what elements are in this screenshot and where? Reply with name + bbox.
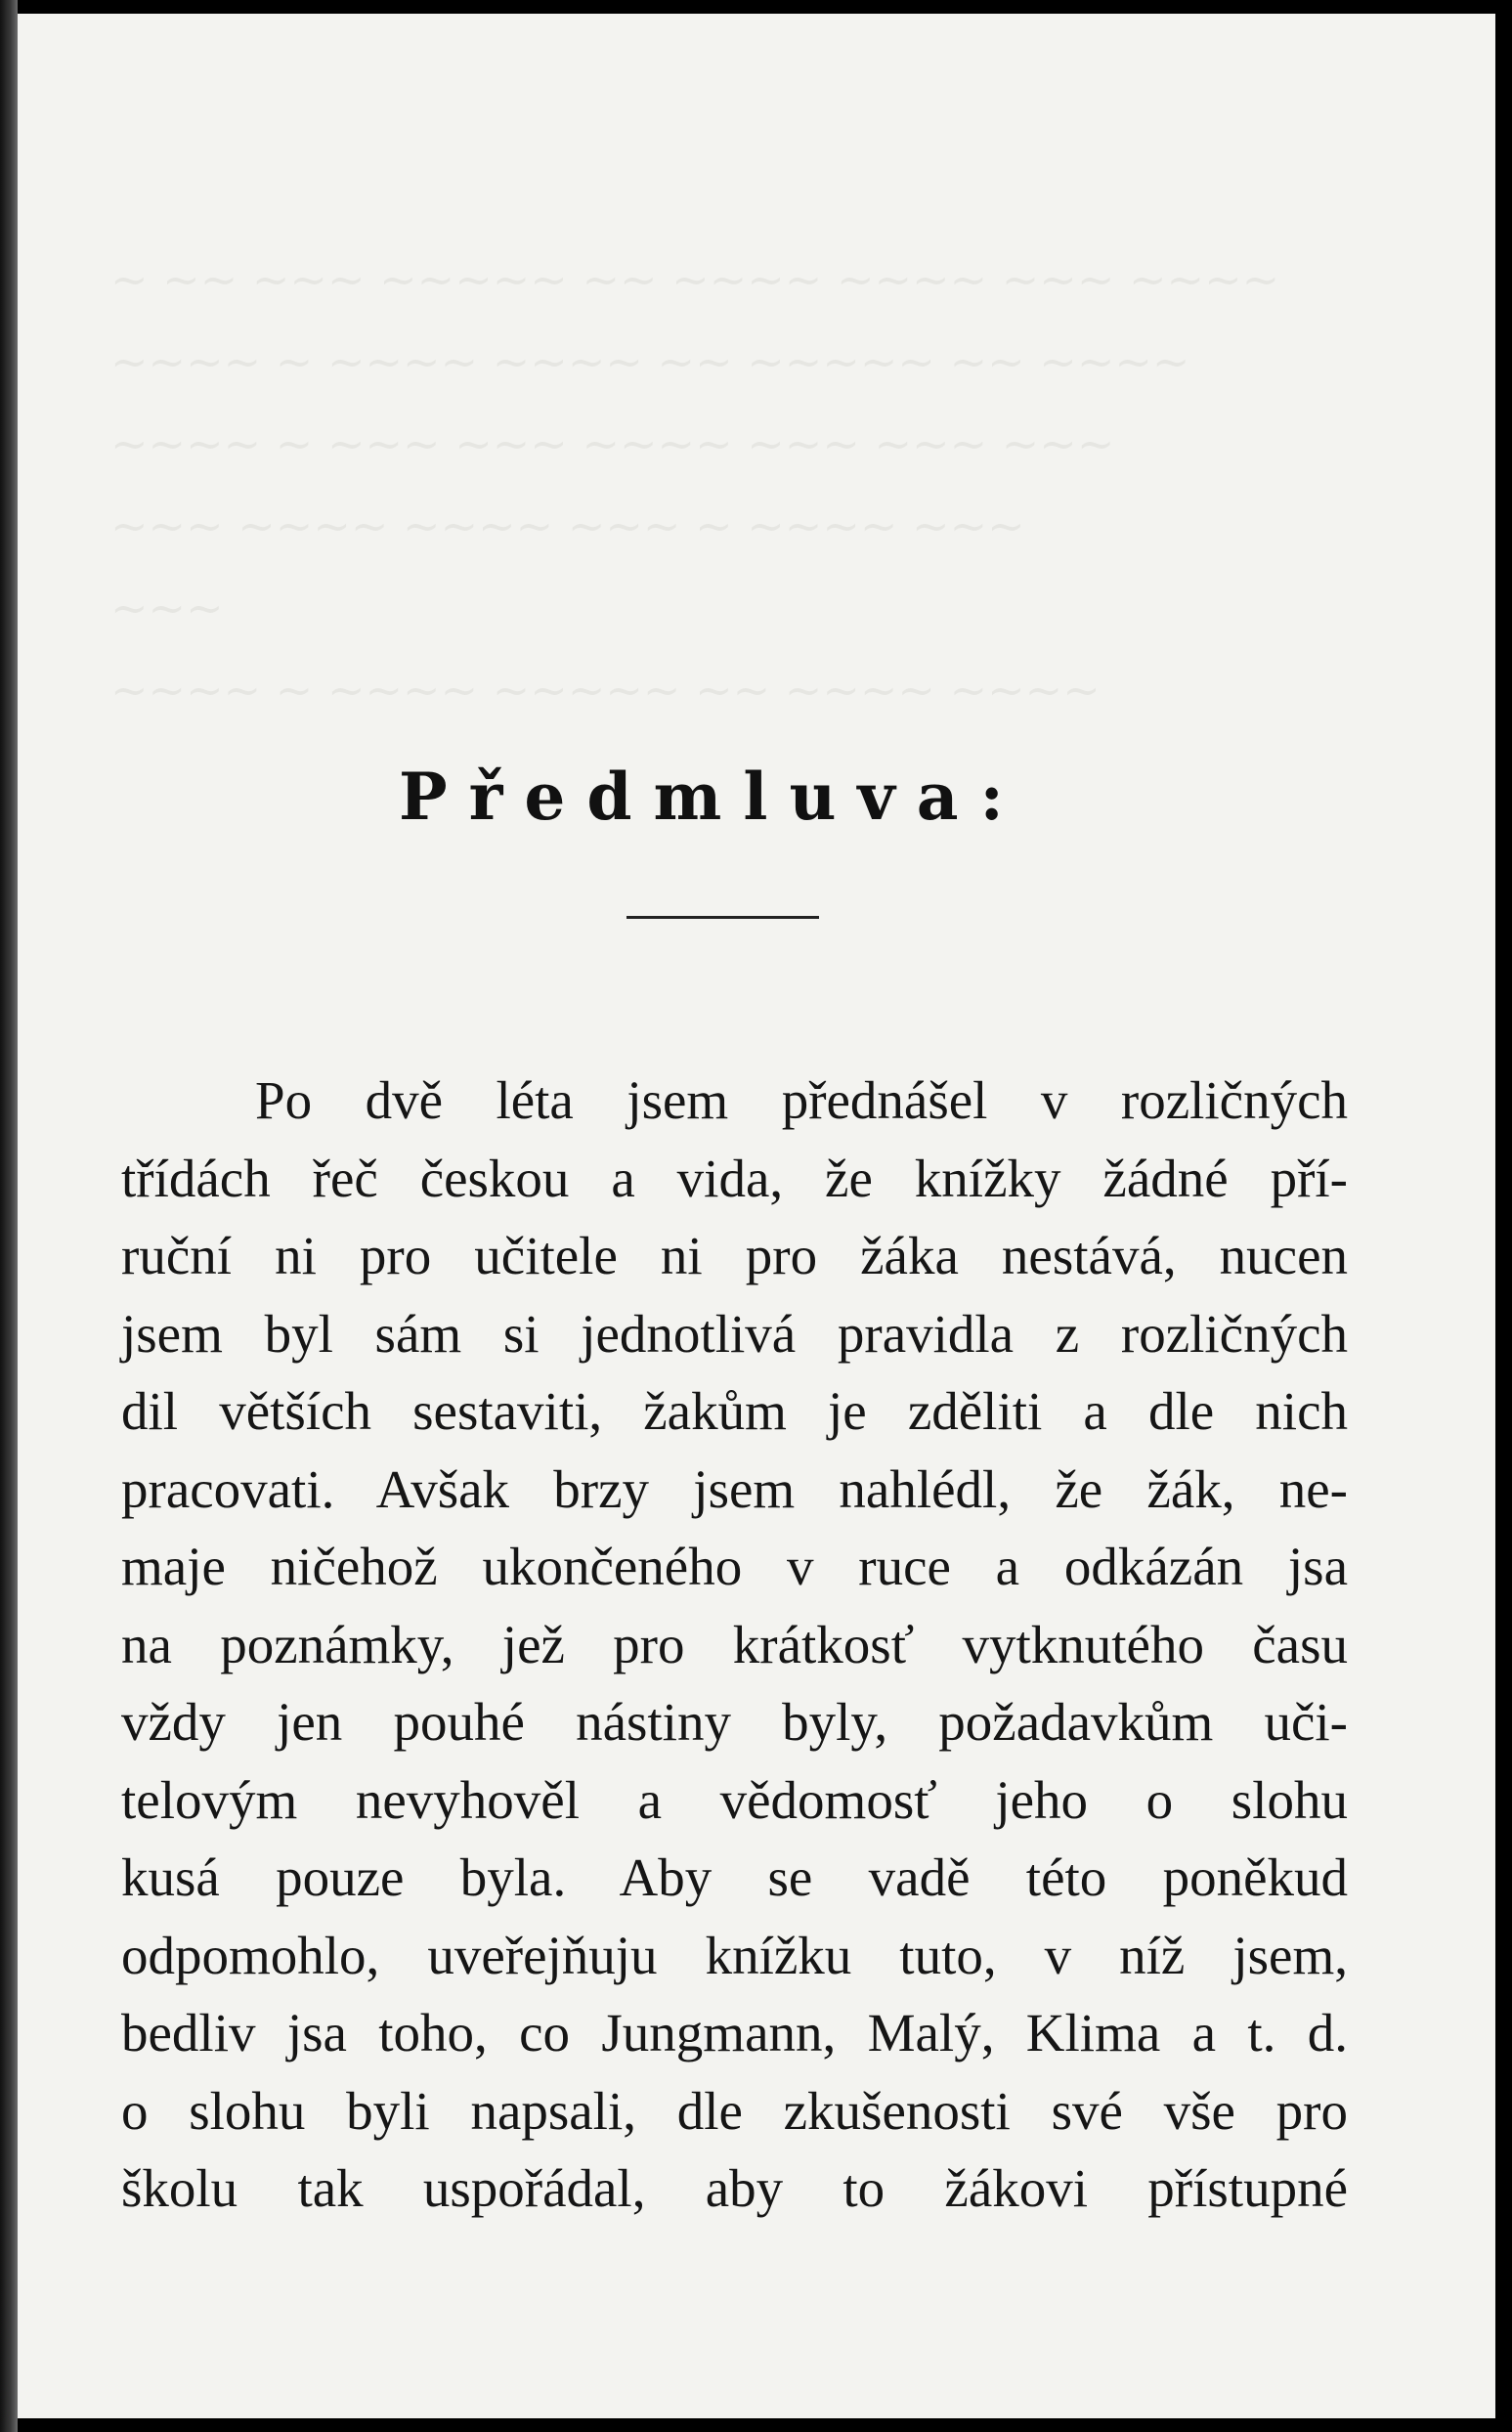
heading-rule [626,916,819,919]
paragraph-line: třídách řeč českou a vida, že knížky žádné pří- [121,1148,1348,1208]
book-spine-edge [0,0,18,2432]
paragraph-line: kusá pouze byla. Aby se vadě této poněkud [121,1847,1348,1907]
scanned-page [18,14,1495,2418]
paragraph-line: jsem byl sám si jednotlivá pravidla z rozličných [121,1303,1348,1364]
paragraph-line: telovým nevyhověl a vědomosť jeho o slohu [121,1769,1348,1830]
paragraph-line: odpomohlo, uveřejňuju knížku tuto, v níž jsem, [121,1925,1348,1985]
paragraph-line: školu tak uspořádal, aby to žákovi přístupné [121,2158,1348,2218]
paragraph-line: Po dvě léta jsem přednášel v rozličných [255,1070,1348,1130]
paragraph-line: pracovati. Avšak brzy jsem nahlédl, že žák, ne- [121,1458,1348,1519]
paragraph-line: dil větších sestaviti, žakům je zděliti a dle nich [121,1381,1348,1441]
preface-paragraph [121,1062,1348,2228]
paragraph-line: na poznámky, jež pro krátkosť vytknutého času [121,1614,1348,1674]
paragraph-line: ruční ni pro učitele ni pro žáka nestává, nucen [121,1226,1348,1285]
paragraph-line: o slohu byli napsali, dle zkušenosti své vše pro [121,2080,1348,2141]
paragraph-line: bedliv jsa toho, co Jungmann, Malý, Klima a t. d. [121,2003,1348,2063]
paragraph-line: maje ničehož ukončeného v ruce a odkázán jsa [121,1537,1348,1596]
paragraph-line: vždy jen pouhé nástiny byly, požadavkům uči- [121,1692,1348,1752]
page-heading: Předmluva: [399,759,1025,835]
bleed-through-shadow: ~ ~~ ~~~ ~~~~~ ~~ ~~~~ ~~~~ ~~~ ~~~~ ~~~~ ~ ~~~~ ~~~~ ~~ ~~~~~ ~~ ~~~~ ~~~~ ~ ~~~ ~~~ ~~~~ ~~~ ~~~ ~~~ ~~~ ~~~~ ~~~~ ~~~ ~ ~~~~ ~~~ ~~~ ~~~~ ~ ~~~~ ~~~~~ ~~ ~~~~ ~~~~ [110,253,1280,717]
